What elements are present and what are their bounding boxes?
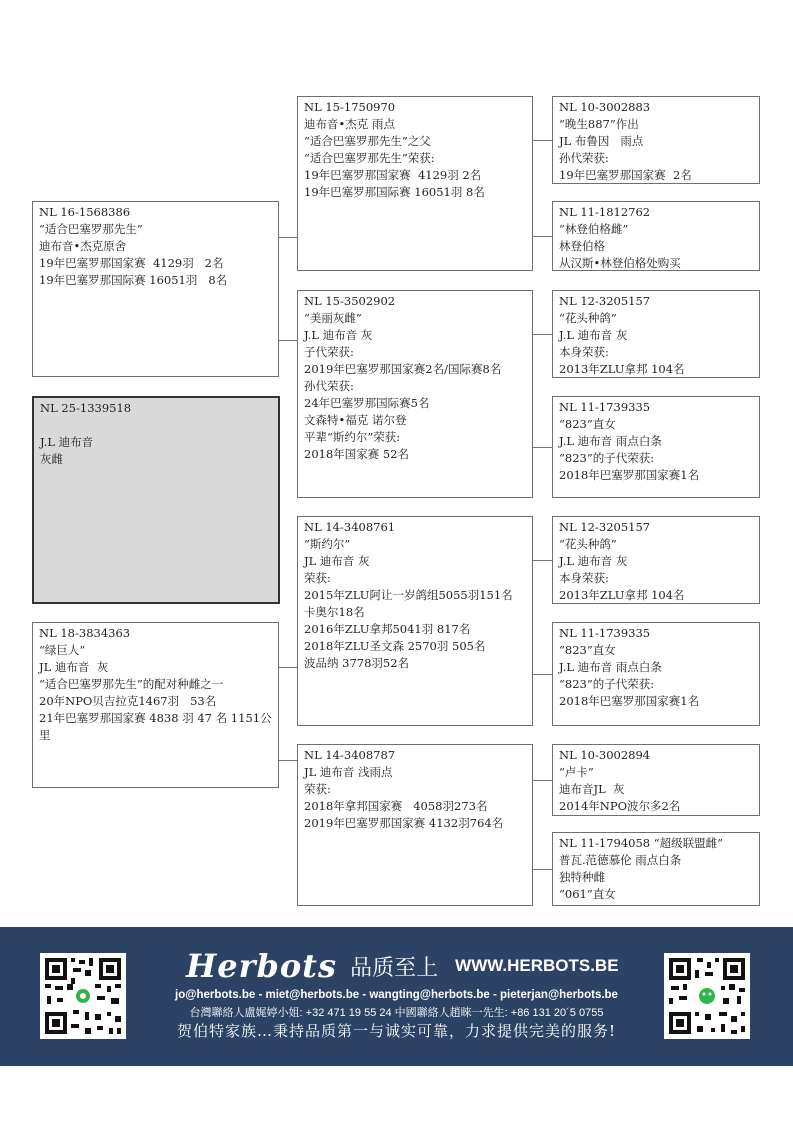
pedigree-line: 2013年ZLU拿邦 104名 <box>559 588 685 602</box>
ring-number: NL 12-3205157 <box>559 520 651 534</box>
pedigree-line: J.L 迪布音 灰 <box>559 554 628 568</box>
ring-number: NL 15-1750970 <box>304 100 396 114</box>
pedigree-line: 本身荣获: <box>559 345 609 359</box>
pedigree-line: 19年巴塞罗那国际赛 16051羽 8名 <box>304 185 485 199</box>
dam-dam-box <box>297 744 533 906</box>
sire-sire-dam-box <box>552 201 760 271</box>
pedigree-line: 迪布音•杰克原舍 <box>39 239 127 253</box>
pedigree-line: “适合巴塞罗那先生”之父 <box>304 134 431 148</box>
pedigree-line: 孙代荣获: <box>304 379 354 393</box>
connector-ss-dam <box>533 236 552 237</box>
sire-box <box>32 201 279 377</box>
pedigree-line: 2014年NPO波尔多2名 <box>559 799 681 813</box>
connector-sd-dam <box>533 447 552 448</box>
sire-sire-sire-box <box>552 96 760 184</box>
pedigree-line: 20年NPO贝吉拉克1467羽 53名 <box>39 694 217 708</box>
pedigree-line: 2018年ZLU圣文森 2570羽 505名 <box>304 639 486 653</box>
pedigree-line: “卢卡” <box>559 765 594 779</box>
pedigree-line: 本身荣获: <box>559 571 609 585</box>
pedigree-line: 19年巴塞罗那国家赛 4129羽 2名 <box>39 256 224 270</box>
ring-number: NL 18-3834363 <box>39 626 131 640</box>
pedigree-line: 迪布音•杰克 雨点 <box>304 117 395 131</box>
ring-number: NL 14-3408787 <box>304 748 396 762</box>
pedigree-line: 平辈“斯约尔”荣获: <box>304 430 401 444</box>
pedigree-line: J.L 迪布音 雨点白条 <box>559 434 662 448</box>
pedigree-line: J.L 迪布音 灰 <box>304 328 373 342</box>
ring-number: NL 10-3002883 <box>559 100 651 114</box>
dam-sire-box <box>297 516 533 726</box>
pedigree-line: “823”直女 <box>559 417 616 431</box>
connector-dam-dam <box>279 760 297 761</box>
connector-sire <box>279 237 297 238</box>
pedigree-line: 2018年拿邦国家赛 4058羽273名 <box>304 799 488 813</box>
pedigree-line: JL 迪布音 灰 <box>304 554 370 568</box>
subject-pigeon-box <box>32 396 280 604</box>
pedigree-line: 荣获: <box>304 782 331 796</box>
sire-dam-box <box>297 290 533 498</box>
pedigree-line: “花头种鸽” <box>559 311 617 325</box>
pedigree-line: “823”的子代荣获: <box>559 677 655 691</box>
pedigree-line: 从汉斯•林登伯格处购买 <box>559 256 681 270</box>
sire-dam-sire-box <box>552 290 760 378</box>
email-list[interactable]: jo@herbots.be - miet@herbots.be - wangting@herbots.be - pieterjan@herbots.be <box>175 989 618 1001</box>
brand-row <box>186 947 619 987</box>
pedigree-line: 独特种雌 <box>559 870 605 884</box>
pedigree-line: 林登伯格 <box>559 239 605 253</box>
ring-number: NL 14-3408761 <box>304 520 396 534</box>
footer-banner <box>0 927 793 1066</box>
ring-number: NL 16-1568386 <box>39 205 131 219</box>
ring-number: NL 11-1812762 <box>559 205 651 219</box>
pedigree-line: “林登伯格雌” <box>559 222 629 236</box>
ring-number: NL 11-1794058 “超级联盟雌” <box>559 836 724 850</box>
pedigree-line: 2019年巴塞罗那国家赛2名/国际赛8名 <box>304 362 502 376</box>
connector-dam-sire <box>279 667 297 668</box>
pedigree-line: 子代荣获: <box>304 345 354 359</box>
pedigree-line: J.L 迪布音 雨点白条 <box>559 660 662 674</box>
pedigree-line: 灰雌 <box>40 452 63 466</box>
pedigree-line: “美丽灰雌” <box>304 311 362 325</box>
dam-sire-sire-box <box>552 516 760 604</box>
pedigree-line: 文森特•福克 诺尔登 <box>304 413 407 427</box>
pedigree-line: 19年巴塞罗那国际赛 16051羽 8名 <box>39 273 228 287</box>
dam-dam-dam-box <box>552 832 760 906</box>
qr-code-right <box>664 953 750 1039</box>
sire-dam-dam-box <box>552 396 760 498</box>
pedigree-line: 2015年ZLU阿让一岁鸽组5055羽151名 <box>304 588 513 602</box>
ring-number: NL 12-3205157 <box>559 294 651 308</box>
pedigree-line: “绿巨人” <box>39 643 86 657</box>
pedigree-line: 2013年ZLU拿邦 104名 <box>559 362 685 376</box>
pedigree-line: 2018年巴塞罗那国家赛1名 <box>559 468 700 482</box>
connector-ds-dam <box>533 674 552 675</box>
pedigree-line: “823”直女 <box>559 643 616 657</box>
pedigree-line: JL 布鲁因 雨点 <box>559 134 644 148</box>
pedigree-line: JL 迪布音 浅雨点 <box>304 765 393 779</box>
slogan-text: 品质至上 <box>350 955 439 981</box>
ring-number: NL 15-3502902 <box>304 294 396 308</box>
pedigree-line: J.L 迪布音 <box>40 435 94 449</box>
ring-number: NL 25-1339518 <box>40 401 132 415</box>
pedigree-line: 卡奥尔18名 <box>304 605 365 619</box>
connector-sd-sire <box>533 334 552 335</box>
sire-sire-box <box>297 96 533 271</box>
pedigree-line: 2018年巴塞罗那国家赛1名 <box>559 694 700 708</box>
ring-number: NL 11-1739335 <box>559 400 651 414</box>
herbots-logo: Herbots <box>186 947 337 985</box>
website-link[interactable]: WWW.HERBOTS.BE <box>455 956 619 975</box>
pedigree-line: “适合巴塞罗那先生”的配对种雌之一 <box>39 677 224 691</box>
pedigree-line: “适合巴塞罗那先生”荣获: <box>304 151 435 165</box>
company-motto: 贺伯特家族…秉持品质第一与诚实可靠，力求提供完美的服务! <box>176 1022 617 1040</box>
pedigree-line: “斯约尔” <box>304 537 351 551</box>
connector-dd-sire <box>533 780 552 781</box>
pedigree-line: 19年巴塞罗那国家赛 2名 <box>559 168 692 182</box>
pedigree-line: 2019年巴塞罗那国家赛 4132羽764名 <box>304 816 504 830</box>
pedigree-line: “061”直女 <box>559 887 616 901</box>
pedigree-line: 荣获: <box>304 571 331 585</box>
connector-sire-dam <box>279 340 297 341</box>
dam-dam-sire-box <box>552 744 760 816</box>
ring-number: NL 11-1739335 <box>559 626 651 640</box>
pedigree-line: 波品纳 3778羽52名 <box>304 656 410 670</box>
pedigree-line: “823”的子代荣获: <box>559 451 655 465</box>
wechat-qr-icon <box>664 953 750 1039</box>
pedigree-line: “晚生887”作出 <box>559 117 639 131</box>
connector-ss-sire <box>533 140 552 141</box>
connector-ds-sire <box>533 560 552 561</box>
pedigree-line <box>40 417 272 434</box>
pedigree-line: “适合巴塞罗那先生” <box>39 222 143 236</box>
pedigree-line: 普瓦.范德慕伦 雨点白条 <box>559 853 682 867</box>
pedigree-line: “花头种鸽” <box>559 537 617 551</box>
ring-number: NL 10-3002894 <box>559 748 651 762</box>
contact-numbers: 台灣聯絡人盧娓婷小姐: +32 471 19 55 24 中國聯絡人趙睞一先生: +86 131 20´5 0755 <box>189 1007 604 1019</box>
dam-box <box>32 622 279 788</box>
pedigree-line: 24年巴塞罗那国际赛5名 <box>304 396 430 410</box>
pedigree-line: 2018年国家赛 52名 <box>304 447 410 461</box>
pedigree-line: 孙代荣获: <box>559 151 609 165</box>
connector-dd-dam <box>533 869 552 870</box>
pedigree-line: J.L 迪布音 灰 <box>559 328 628 342</box>
pedigree-line: JL 迪布音 灰 <box>39 660 109 674</box>
dam-sire-dam-box <box>552 622 760 726</box>
pedigree-line: 2016年ZLU拿邦5041羽 817名 <box>304 622 471 636</box>
pedigree-line: 19年巴塞罗那国家赛 4129羽 2名 <box>304 168 482 182</box>
pedigree-line: 21年巴塞罗那国家赛 4838 羽 47 名 1151公里 <box>39 711 272 742</box>
pedigree-line: 迪布音JL 灰 <box>559 782 625 796</box>
